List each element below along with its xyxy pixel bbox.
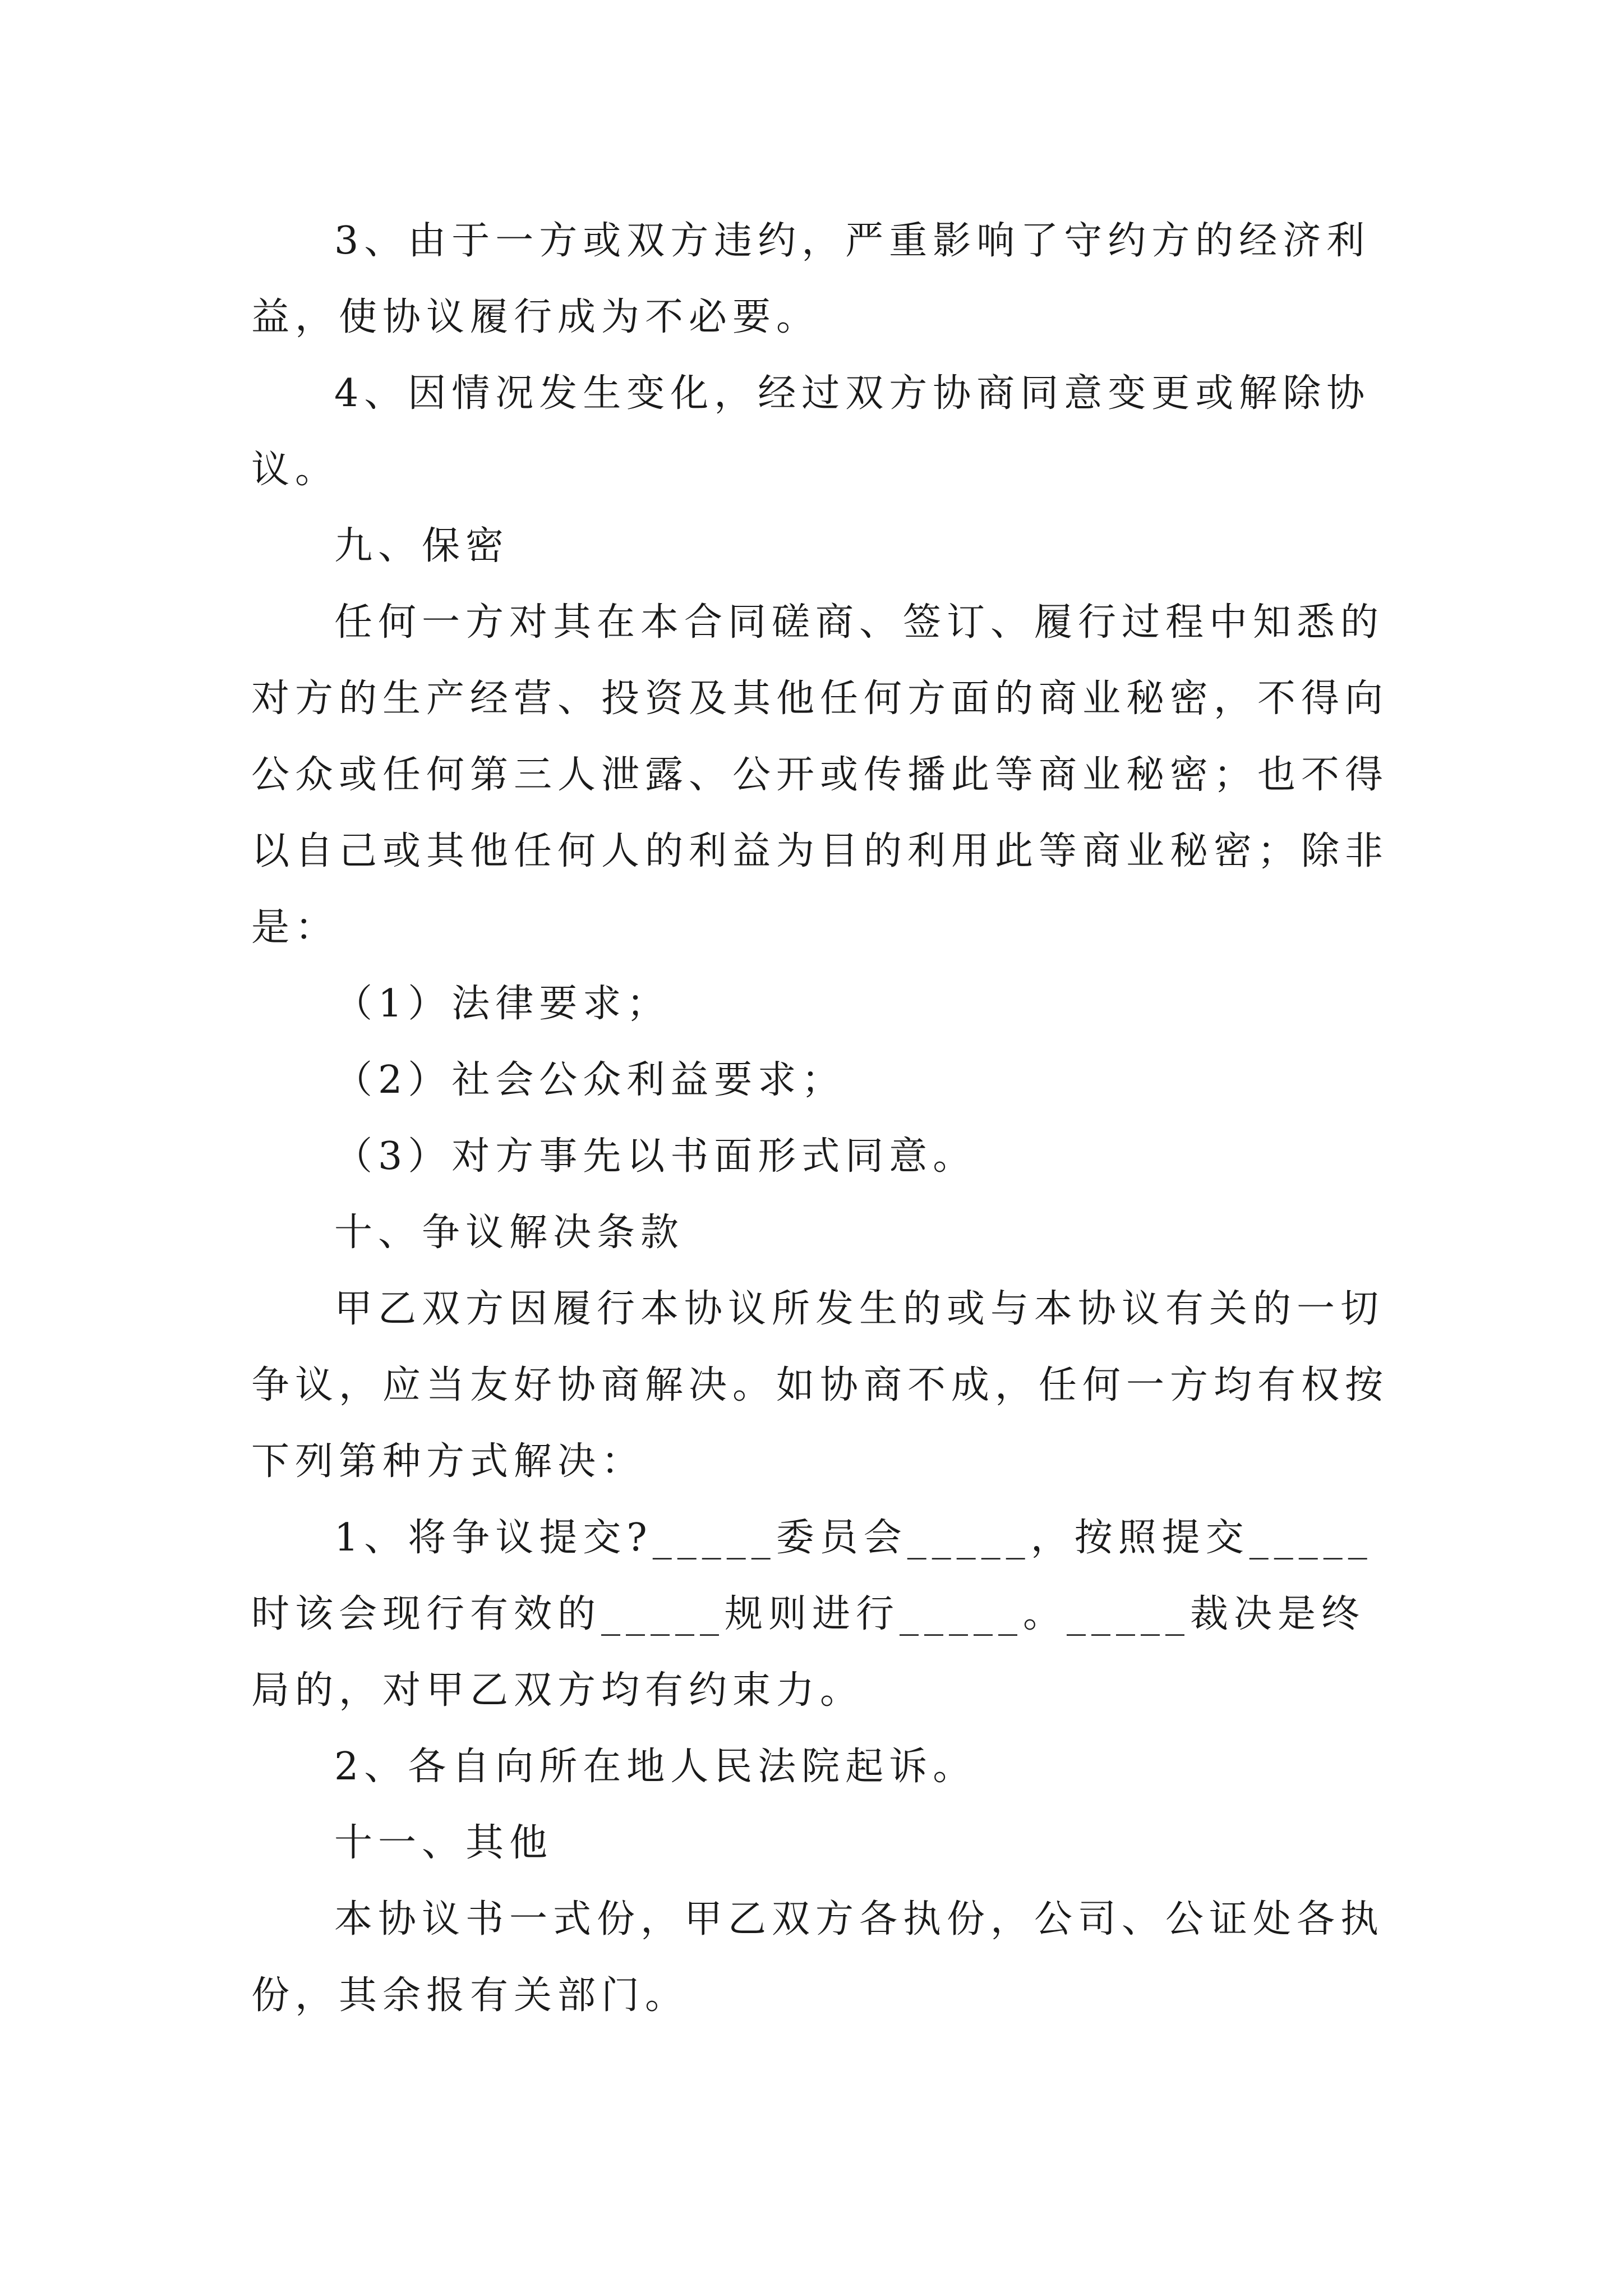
dispute-option-2: 2、各自向所在地人民法院起诉。 [334, 1745, 977, 1789]
section-heading-confidentiality: 九、保密 [334, 524, 510, 568]
other-paragraph: 本协议书一式份，甲乙双方各执份，公司、公证处各执份，其余报有关部门。 [251, 1897, 1385, 2018]
dispute-resolution-paragraph: 甲乙双方因履行本协议所发生的或与本协议有关的一切争议，应当友好协商解决。如协商不成，任何一方均有权按下列第种方式解决： [251, 1287, 1389, 1484]
dispute-option-1: 1、将争议提交?_____委员会_____，按照提交_____时该会现行有效的_____规则进行_____。_____裁决是终局的，对甲乙双方均有约束力。 [251, 1516, 1373, 1713]
section-heading-other: 十一、其他 [334, 1821, 554, 1865]
confidentiality-exception-2: （2）社会公众利益要求； [334, 1058, 846, 1102]
confidentiality-paragraph: 任何一方对其在本合同磋商、签订、履行过程中知悉的对方的生产经营、投资及其他任何方面的商业秘密，不得向公众或任何第三人泄露、公开或传播此等商业秘密；也不得以自己或其他任何人的利益为目的利用此等商业秘密；除非是： [251, 600, 1389, 950]
clause-8-item-4: 4、因情况发生变化，经过双方协商同意变更或解除协议。 [251, 371, 1371, 492]
confidentiality-exception-3: （3）对方事先以书面形式同意。 [334, 1134, 977, 1179]
clause-8-item-3: 3、由于一方或双方违约，严重影响了守约方的经济利益，使协议履行成为不必要。 [251, 219, 1371, 339]
document-body [251, 203, 1390, 2034]
confidentiality-exception-1: （1）法律要求； [334, 982, 671, 1026]
section-heading-dispute-resolution: 十、争议解决条款 [334, 1211, 685, 1255]
